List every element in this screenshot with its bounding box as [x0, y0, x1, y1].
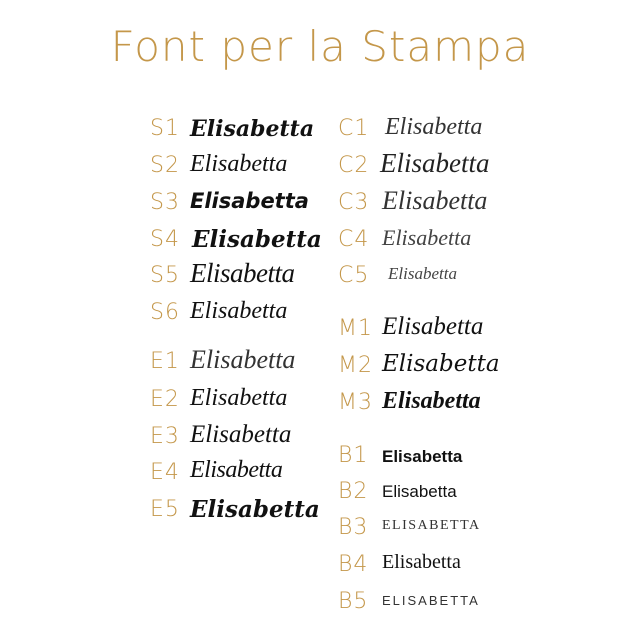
font-code-b4: B4 — [338, 552, 369, 577]
font-sample-s6: Elisabetta — [190, 298, 288, 324]
font-sample-e2: Elisabetta — [190, 385, 288, 411]
font-code-s4: S4 — [150, 227, 180, 252]
font-sample-b4: Elisabetta — [382, 551, 461, 573]
font-sample-b1: Elisabetta — [382, 447, 463, 466]
font-sample-c4: Elisabetta — [382, 225, 472, 250]
font-sample-s5: Elisabetta — [190, 258, 295, 288]
font-code-e4: E4 — [150, 460, 180, 485]
font-sample-s2: Elisabetta — [190, 151, 288, 177]
font-code-b1: B1 — [338, 443, 369, 468]
font-code-m2: M2 — [338, 353, 373, 378]
font-sample-e1: Elisabetta — [190, 345, 296, 374]
font-sample-b2: Elisabetta — [382, 482, 457, 501]
font-sample-c2: Elisabetta — [380, 148, 490, 178]
font-sample-s1: Elisabetta — [190, 116, 315, 142]
font-sample-e4: Elisabetta — [190, 457, 283, 483]
font-code-e3: E3 — [150, 424, 180, 449]
font-sample-s3: Elisabetta — [190, 189, 309, 213]
font-sample-b3: ELISABETTA — [382, 518, 481, 533]
font-code-c5: C5 — [338, 263, 370, 288]
font-sample-e3: Elisabetta — [190, 421, 292, 448]
font-code-s6: S6 — [150, 300, 180, 325]
font-code-e2: E2 — [150, 387, 180, 412]
font-code-b3: B3 — [338, 515, 369, 540]
font-code-s3: S3 — [150, 190, 180, 215]
font-code-s5: S5 — [150, 263, 180, 288]
font-code-b5: B5 — [338, 589, 369, 614]
font-sample-c5: Elisabetta — [388, 264, 457, 283]
font-sample-b5: ELISABETTA — [382, 593, 480, 608]
font-code-s2: S2 — [150, 153, 180, 178]
font-code-c1: C1 — [338, 116, 370, 141]
font-sample-e5: Elisabetta — [190, 496, 320, 523]
font-code-e5: E5 — [150, 497, 180, 522]
font-sample-s4: Elisabetta — [192, 226, 322, 253]
font-sample-m2: Elisabetta — [382, 351, 500, 377]
font-code-m3: M3 — [338, 390, 373, 415]
font-sample-c3: Elisabetta — [382, 186, 488, 215]
font-code-s1: S1 — [150, 116, 180, 141]
font-code-c2: C2 — [338, 153, 370, 178]
font-sample-c1: Elisabetta — [385, 114, 483, 140]
font-code-e1: E1 — [150, 349, 180, 374]
page-title: Font per la Stampa — [110, 22, 530, 71]
font-code-c4: C4 — [338, 227, 370, 252]
font-sample-m1: Elisabetta — [382, 313, 484, 340]
font-code-c3: C3 — [338, 190, 370, 215]
font-code-b2: B2 — [338, 479, 369, 504]
font-sample-m3: Elisabetta — [382, 388, 481, 414]
font-code-m1: M1 — [338, 316, 373, 341]
